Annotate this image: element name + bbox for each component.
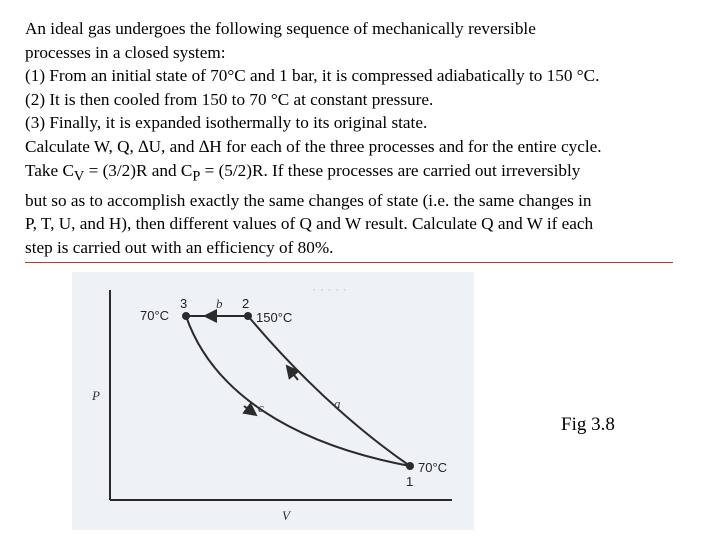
arrow-a — [290, 370, 298, 380]
problem-line-9: P, T, U, and H), then different values of Q and W result. Calculate Q and W if each — [25, 214, 594, 234]
p-axis-label: P — [92, 388, 100, 403]
path-label-c: c — [258, 400, 264, 415]
problem-line-7 — [25, 159, 715, 189]
v-axis-label: V — [282, 508, 290, 523]
state-3-temp: 70°C — [140, 308, 170, 323]
problem-line-3: (1) From an initial state of 70°C and 1 bar, it is compressed adiabatically to 150 °C. — [25, 66, 600, 86]
line7-part-a: Take C — [25, 160, 74, 180]
line7-part-c: = (5/2)R. If these processes are carried out irreversibly — [200, 160, 581, 180]
problem-line-5: (3) Finally, it is expanded isothermally to its original state. — [25, 113, 428, 133]
problem-line-10: step is carried out with an efficiency of 80%. — [25, 237, 334, 257]
state-1-temp: 70°C — [418, 460, 448, 475]
problem-line-8: but so as to accomplish exactly the same changes of state (i.e. the same changes in — [25, 190, 592, 210]
arrow-c — [244, 406, 252, 412]
path-label-a: a — [334, 396, 341, 411]
state-1-number: 1 — [406, 474, 414, 489]
state-point-1 — [406, 462, 414, 470]
state-2-number: 2 — [242, 296, 250, 311]
line7-part-b: = (3/2)R and C — [84, 160, 193, 180]
problem-line-2: processes in a closed system: — [25, 42, 226, 62]
state-3-number: 3 — [180, 296, 188, 311]
state-point-2 — [244, 312, 252, 320]
state-2-temp: 150°C — [256, 310, 293, 325]
problem-line-6: Calculate W, Q, ∆U, and ∆H for each of the three processes and for the entire cycle. — [25, 136, 602, 156]
pv-diagram-svg — [72, 272, 474, 530]
ghost-text: · · · · · — [312, 282, 347, 297]
problem-line-1: An ideal gas undergoes the following sequence of mechanically reversible — [25, 19, 536, 38]
state-point-3 — [182, 312, 190, 320]
cv-subscript: V — [73, 168, 85, 184]
path-label-b: b — [216, 296, 223, 311]
problem-statement — [25, 17, 715, 259]
cp-subscript: P — [192, 168, 201, 184]
figure-caption: Fig 3.8 — [561, 414, 615, 435]
path-c-isothermal — [186, 316, 410, 466]
section-divider — [25, 262, 673, 263]
pv-diagram — [72, 272, 474, 530]
problem-line-4: (2) It is then cooled from 150 to 70 °C at constant pressure. — [25, 89, 434, 109]
